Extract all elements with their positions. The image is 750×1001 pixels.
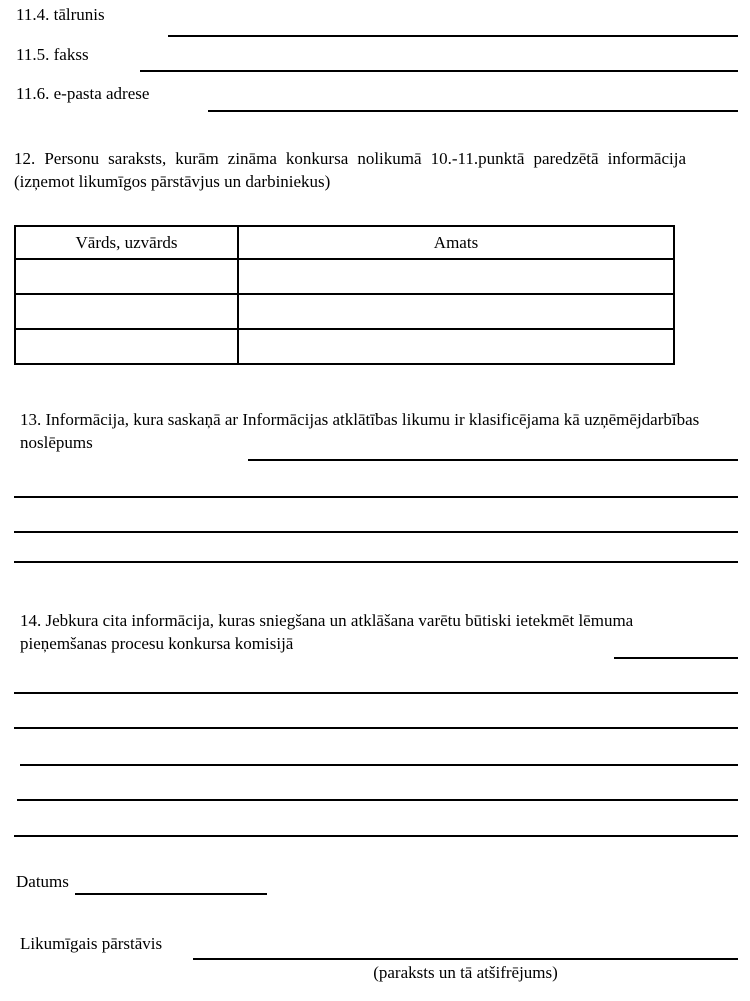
field-input-telephone[interactable] (168, 35, 738, 37)
field-label-email: 11.6. e-pasta adrese (16, 84, 150, 103)
table-row (15, 294, 674, 329)
field-input-fax[interactable] (140, 70, 738, 72)
section-13-paragraph: 13. Informācija, kura saskaņā ar Informācijas atklātības likumu ir klasificējama kā uzņēmējdarbības noslēpums (20, 410, 700, 452)
cell-name[interactable] (15, 329, 238, 364)
section-14-answer-line-1[interactable] (614, 657, 738, 659)
section-12-paragraph: 12. Personu saraksts, kurām zināma konkursa nolikumā 10.-11.punktā paredzētā informācija (izņemot likumīgos pārstāvjus un darbiniekus) (14, 149, 686, 191)
section-13-answer-line-1[interactable] (248, 459, 738, 461)
cell-position[interactable] (238, 259, 674, 294)
cell-position[interactable] (238, 294, 674, 329)
section-14-answer-line-5[interactable] (17, 799, 738, 801)
section-13-answer-line-3[interactable] (14, 531, 738, 533)
table-row (15, 329, 674, 364)
cell-name[interactable] (15, 294, 238, 329)
section-14-answer-line-4[interactable] (20, 764, 738, 766)
cell-name[interactable] (15, 259, 238, 294)
cell-position[interactable] (238, 329, 674, 364)
table-header-row (15, 226, 674, 259)
section-14-answer-line-3[interactable] (14, 727, 738, 729)
date-input[interactable] (75, 893, 267, 895)
field-label-fax: 11.5. fakss (16, 45, 89, 64)
field-input-email[interactable] (208, 110, 738, 112)
section-14-paragraph: 14. Jebkura cita informācija, kuras sniegšana un atklāšana varētu būtiski ietekmēt lēmuma pieņemšanas procesu konkursa komisijā (20, 611, 634, 653)
section-14-answer-line-6[interactable] (14, 835, 738, 837)
date-label: Datums (16, 872, 69, 891)
field-label-telephone: 11.4. tālrunis (16, 5, 105, 24)
signature-caption: (paraksts un tā atšifrējums) (373, 963, 558, 982)
section-13-answer-line-2[interactable] (14, 496, 738, 498)
signature-input[interactable] (193, 958, 738, 960)
persons-table (14, 225, 675, 365)
section-14-answer-line-2[interactable] (14, 692, 738, 694)
column-header-position: Amats (238, 226, 674, 259)
representative-label: Likumīgais pārstāvis (20, 934, 163, 953)
table-row (15, 259, 674, 294)
section-13-answer-line-4[interactable] (14, 561, 738, 563)
column-header-name: Vārds, uzvārds (15, 226, 238, 259)
